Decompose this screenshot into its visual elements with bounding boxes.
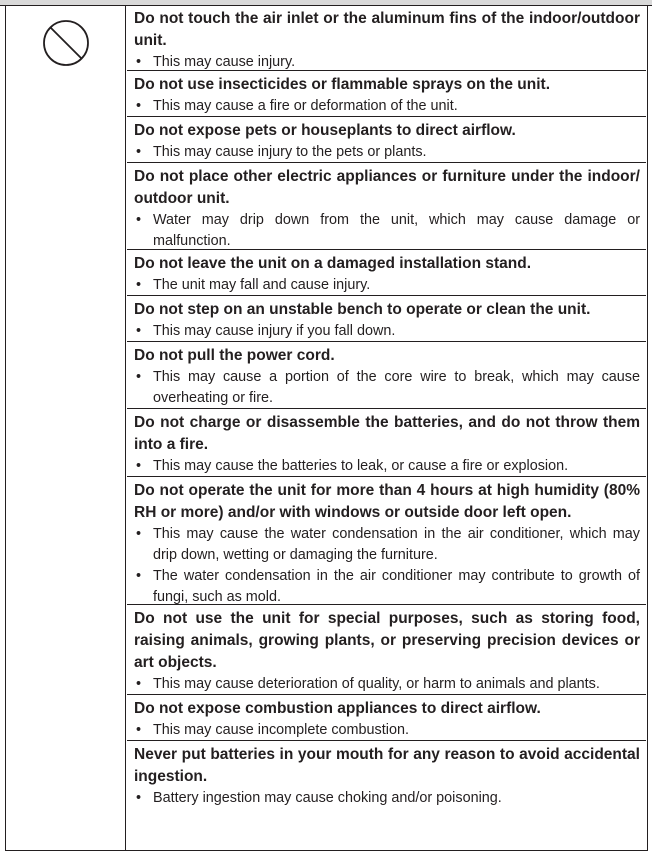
warning-heading: Do not expose combustion appliances to direct airflow. <box>134 700 541 717</box>
warning-heading: Do not charge or disassemble the batteries, and do not throw them into a fire. <box>134 414 640 453</box>
warning-bullet: • This may cause a portion of the core wire to break, which may cause overheating or fire. <box>134 367 640 409</box>
warning-bullets <box>134 674 640 695</box>
warning-row <box>127 741 646 807</box>
warning-row <box>127 163 646 250</box>
warning-heading: Do not touch the air inlet or the aluminum fins of the indoor/outdoor unit. <box>134 10 640 49</box>
warning-bullets <box>134 456 640 477</box>
warning-bullets <box>134 524 640 605</box>
warning-bullets <box>134 788 640 807</box>
warning-bullet: • This may cause injury. <box>134 52 640 71</box>
warning-heading: Do not expose pets or houseplants to direct airflow. <box>134 122 516 139</box>
warning-rows <box>127 5 646 807</box>
warning-row <box>127 477 646 605</box>
warning-bullets <box>134 275 640 296</box>
warning-bullets <box>134 52 640 71</box>
warning-bullets <box>134 96 640 117</box>
warning-row <box>127 117 646 163</box>
warning-bullet: • This may cause injury if you fall down. <box>134 321 640 342</box>
warning-bullets <box>134 210 640 250</box>
warning-bullets <box>134 142 640 163</box>
warning-row <box>127 296 646 342</box>
warning-row <box>127 695 646 741</box>
warning-bullet: • This may cause incomplete combustion. <box>134 720 640 741</box>
warning-heading: Do not use insecticides or flammable sprays on the unit. <box>134 76 551 93</box>
warning-bullet: • This may cause a fire or deformation of the unit. <box>134 96 640 117</box>
warning-heading: Do not pull the power cord. <box>134 347 335 364</box>
warning-heading: Do not place other electric appliances or furniture under the indoor/ outdoor unit. <box>134 168 640 207</box>
warning-bullet: • This may cause injury to the pets or plants. <box>134 142 640 163</box>
prohibition-icon <box>42 19 90 67</box>
warning-bullet: • The unit may fall and cause injury. <box>134 275 640 296</box>
warning-bullet: • The water condensation in the air conditioner may contribute to growth of fungi, such as mold. <box>134 566 640 605</box>
warning-row <box>127 250 646 296</box>
warning-bullet: • This may cause the water condensation in the air conditioner, which may drip down, wetting or damaging the furniture. <box>134 524 640 566</box>
warning-row <box>127 5 646 71</box>
column-divider <box>125 5 126 851</box>
warning-bullets <box>134 720 640 741</box>
warning-row <box>127 71 646 117</box>
warning-heading: Do not use the unit for special purposes, such as storing food, raising animals, growing plants, or preserving precision devices or art objects. <box>134 610 640 671</box>
warning-bullet: • This may cause deterioration of quality, or harm to animals and plants. <box>134 674 640 695</box>
warning-bullet: • This may cause the batteries to leak, or cause a fire or explosion. <box>134 456 640 477</box>
warning-bullet: • Water may drip down from the unit, which may cause damage or malfunction. <box>134 210 640 250</box>
warning-row <box>127 409 646 477</box>
warning-heading: Do not operate the unit for more than 4 hours at high humidity (80% RH or more) and/or with windows or outside door left open. <box>134 482 640 521</box>
warning-heading: Never put batteries in your mouth for any reason to avoid accidental ingestion. <box>134 746 640 785</box>
warning-row <box>127 342 646 409</box>
warning-bullets <box>134 321 640 342</box>
warning-row <box>127 605 646 695</box>
warning-heading: Do not leave the unit on a damaged installation stand. <box>134 255 532 272</box>
warning-bullets <box>134 367 640 409</box>
warning-bullet: • Battery ingestion may cause choking and/or poisoning. <box>134 788 640 807</box>
warning-heading: Do not step on an unstable bench to operate or clean the unit. <box>134 301 591 318</box>
